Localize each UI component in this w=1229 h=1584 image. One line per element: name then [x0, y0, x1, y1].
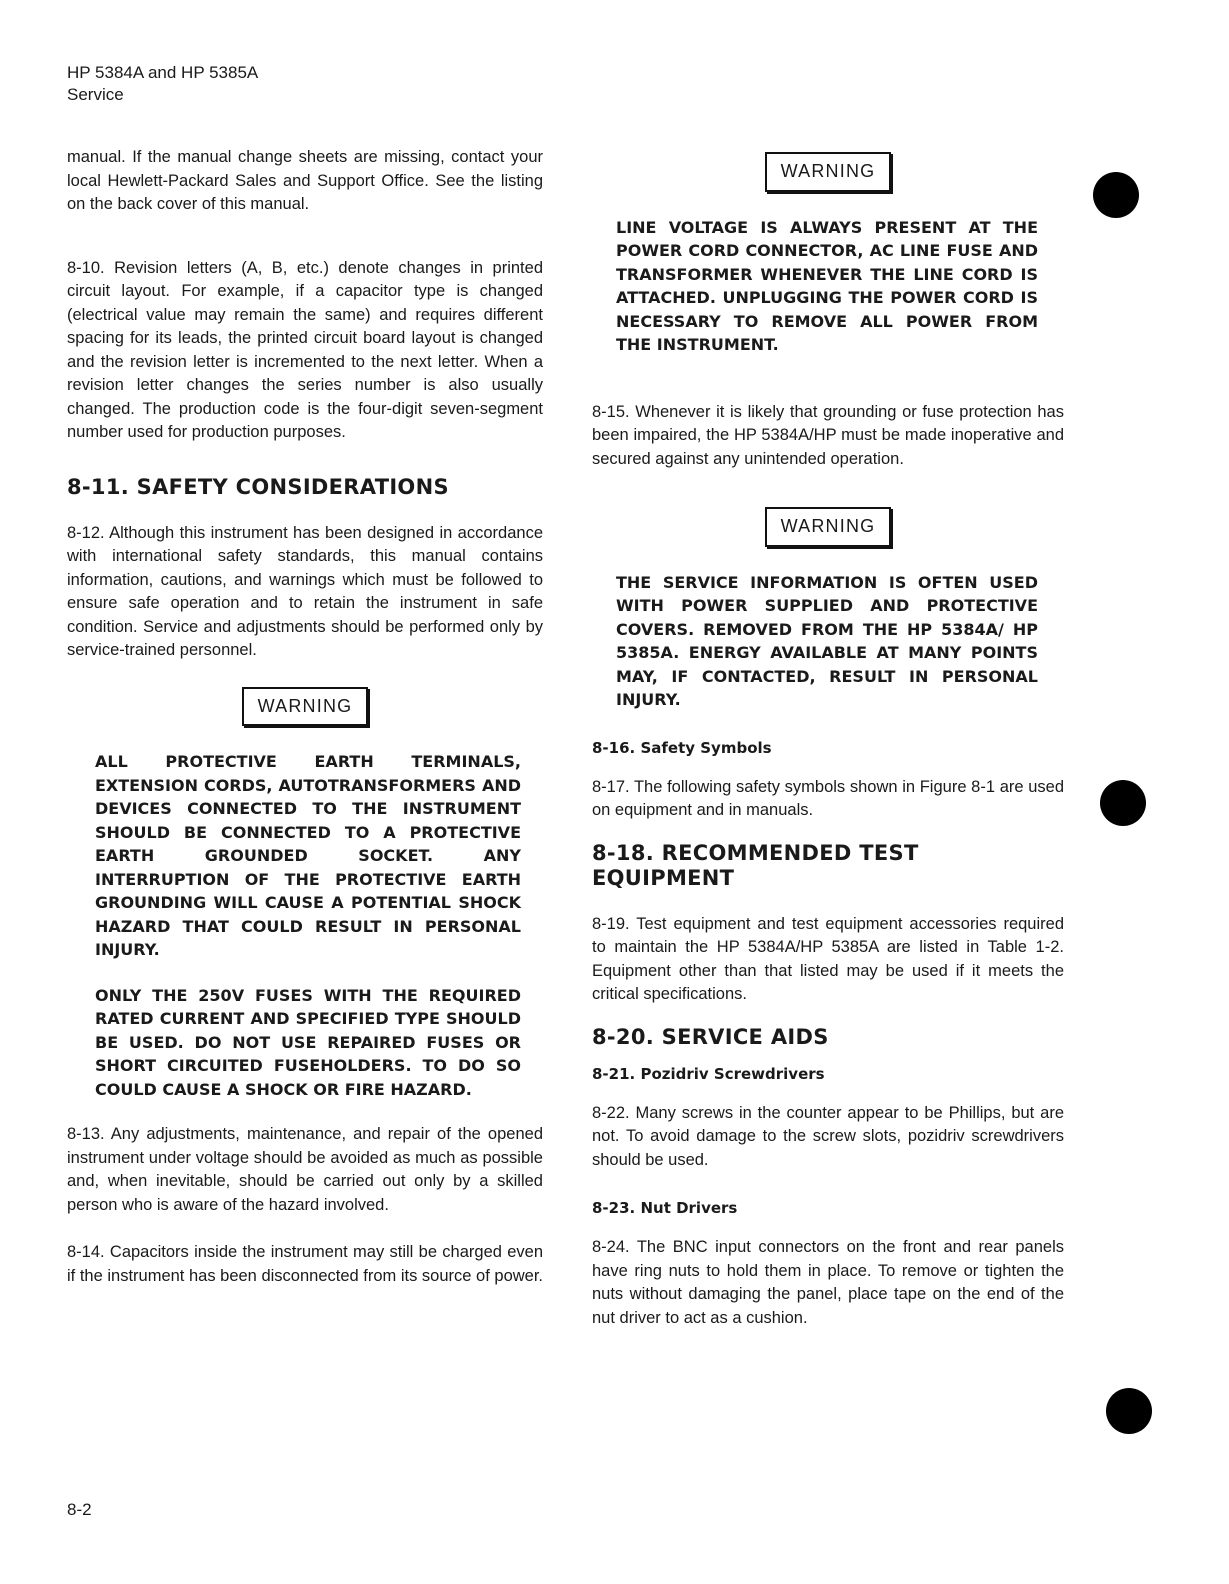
section-heading-8-20: 8-20. SERVICE AIDS [592, 1024, 829, 1049]
page-number: 8-2 [67, 1500, 92, 1519]
warning-label-wrapper-2 [592, 507, 1064, 547]
warning-text-earth: ALL PROTECTIVE EARTH TERMINALS, EXTENSION CORDS, AUTOTRANSFORMERS AND DEVICES CONNECTED TO THE INSTRUMENT SHOULD BE CONNECTED TO A PROTECTIVE EARTH GROUNDED SOCKET. ANY INTERRUPTION OF THE PROTECTIVE EARTH GROUNDING WILL CAUSE A POTENTIAL SHOCK HAZARD THAT COULD RESULT IN PERSONAL INJURY. [95, 752, 521, 959]
warning-label: WARNING [242, 687, 369, 727]
header-subtitle: Service [67, 85, 124, 104]
header-title: HP 5384A and HP 5385A [67, 63, 259, 82]
paragraph-8-17: 8-17. The following safety symbols shown in Figure 8-1 are used on equipment and in manuals. [592, 777, 1064, 819]
paragraph-8-24: 8-24. The BNC input connectors on the front and rear panels have ring nuts to hold them in place. To remove or tighten the nuts without damaging the panel, place tape on the end of the nut driver to act as a cushion. [592, 1238, 1064, 1327]
warning-text-line-voltage: LINE VOLTAGE IS ALWAYS PRESENT AT THE POWER CORD CONNECTOR, AC LINE FUSE AND TRANSFORMER WHENEVER THE LINE CORD IS ATTACHED. UNPLUGGING THE POWER CORD IS NECESSARY TO REMOVE ALL POWER FROM THE INSTRUMENT. [616, 217, 1038, 354]
subsection-heading-8-23: 8-23. Nut Drivers [592, 1199, 738, 1217]
subsection-heading-8-16: 8-16. Safety Symbols [592, 738, 772, 757]
warning-label-wrapper [592, 152, 1064, 192]
paragraph-8-22: 8-22. Many screws in the counter appear to be Phillips, but are not. To avoid damage to the screw slots, pozidriv screwdrivers should be used. [592, 1103, 1064, 1169]
paragraph-8-10: 8-10. Revision letters (A, B, etc.) denote changes in printed circuit layout. For example, if a capacitor type is changed (electrical value may remain the same) and requires different spacing for its leads, the printed circuit board layout is changed and the revision letter is incremented to the next letter. When a revision letter changes the series number is also usually changed. The production code is the four-digit seven-segment number used for production purposes. [67, 258, 543, 441]
warning-text-fuses: ONLY THE 250V FUSES WITH THE REQUIRED RATED CURRENT AND SPECIFIED TYPE SHOULD BE USED. DO NOT USE REPAIRED FUSES OR SHORT CIRCUITED FUSEHOLDERS. TO DO SO COULD CAUSE A SHOCK OR FIRE HAZARD. [95, 985, 521, 1099]
warning-label: WARNING [765, 152, 892, 192]
left-column [67, 146, 543, 1312]
paragraph-8-12: 8-12. Although this instrument has been designed in accordance with international safety standards, this manual contains information, cautions, and warnings which must be followed to ensure safe operation and to retain the instrument in safe condition. Service and adjustments should be performed only by service-trained personnel. [67, 523, 543, 659]
binder-hole-middle [1100, 780, 1146, 826]
paragraph-8-19: 8-19. Test equipment and test equipment accessories required to maintain the HP 5384A/HP 5385A are listed in Table 1-2. Equipment other than that listed may be used if it meets the critical specifications. [592, 914, 1064, 1003]
paragraph-continued: manual. If the manual change sheets are missing, contact your local Hewlett-Packard Sales and Support Office. See the listing on the back cover of this manual. [67, 148, 543, 213]
page-header [67, 62, 258, 106]
section-heading-8-18: 8-18. RECOMMENDED TEST EQUIPMENT [592, 840, 919, 890]
binder-hole-top [1093, 172, 1139, 218]
paragraph-8-14: 8-14. Capacitors inside the instrument may still be charged even if the instrument has been disconnected from its source of power. [67, 1243, 544, 1285]
subsection-heading-8-21: 8-21. Pozidriv Screwdrivers [592, 1064, 825, 1083]
warning-text-service: THE SERVICE INFORMATION IS OFTEN USED WITH POWER SUPPLIED AND PROTECTIVE COVERS. REMOVED FROM THE HP 5384A/ HP 5385A. ENERGY AVAILABLE AT MANY POINTS MAY, IF CONTACTED, RESULT IN PERSONAL INJURY. [616, 572, 1038, 709]
paragraph-8-13: 8-13. Any adjustments, maintenance, and repair of the opened instrument under voltage should be avoided as much as possible and, when inevitable, should be carried out only by a skilled person who is aware of the hazard involved. [67, 1125, 543, 1214]
warning-label-2: WARNING [765, 507, 892, 547]
paragraph-8-15: 8-15. Whenever it is likely that grounding or fuse protection has been impaired, the HP 5384A/HP must be made inoperative and secured against any unintended operation. [592, 402, 1064, 468]
binder-hole-bottom [1106, 1388, 1152, 1434]
right-column [592, 152, 1064, 1354]
section-heading-8-11: 8-11. SAFETY CONSIDERATIONS [67, 474, 449, 499]
warning-label-wrapper [67, 687, 543, 727]
